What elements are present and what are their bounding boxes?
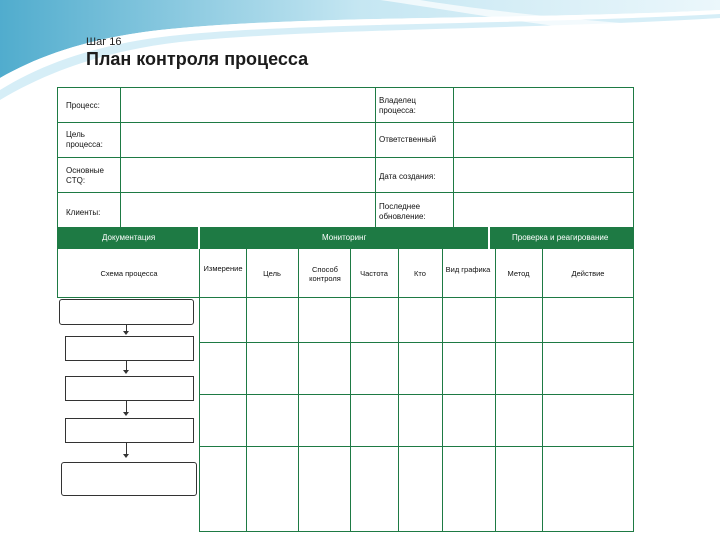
arrow-down-icon bbox=[123, 412, 129, 416]
flow-start-box bbox=[59, 299, 194, 325]
flow-step-box bbox=[65, 336, 194, 361]
goal-label: Цель процесса: bbox=[66, 130, 103, 149]
section-monitoring: Мониторинг bbox=[322, 233, 367, 242]
clients-field[interactable] bbox=[121, 193, 375, 227]
col-who: Кто bbox=[414, 269, 426, 278]
arrow-down-icon bbox=[123, 331, 129, 335]
arrow-down-icon bbox=[123, 370, 129, 374]
col-goal: Цель bbox=[263, 269, 281, 278]
section-documentation: Документация bbox=[102, 233, 156, 242]
arrow-down-icon bbox=[123, 454, 129, 458]
flow-step-box bbox=[65, 418, 194, 443]
section-check: Проверка и реагирование bbox=[512, 233, 609, 242]
col-scheme: Схема процесса bbox=[100, 269, 158, 278]
col-frequency: Частота bbox=[360, 269, 388, 278]
col-action: Действие bbox=[571, 269, 605, 278]
col-method: Метод bbox=[507, 269, 530, 278]
col-method-control: Способ контроля bbox=[309, 265, 341, 283]
goal-field[interactable] bbox=[121, 123, 375, 157]
ctq-field[interactable] bbox=[121, 158, 375, 192]
step-label: Шаг 16 bbox=[86, 36, 122, 48]
page-title: План контроля процесса bbox=[86, 49, 309, 69]
flow-end-box bbox=[61, 462, 197, 496]
created-label: Дата создания: bbox=[379, 172, 436, 181]
flow-step-box bbox=[65, 376, 194, 401]
col-measure: Измерение bbox=[203, 264, 243, 273]
process-field[interactable] bbox=[121, 88, 375, 122]
updated-label: Последнее обновление: bbox=[379, 202, 426, 221]
col-chart-type: Вид графика bbox=[445, 265, 491, 274]
process-label: Процесс: bbox=[66, 101, 100, 110]
ctq-label: Основные CTQ: bbox=[66, 166, 104, 185]
responsible-label: Ответственный bbox=[379, 135, 437, 144]
clients-label: Клиенты: bbox=[66, 208, 101, 217]
owner-label: Владелец процесса: bbox=[379, 96, 417, 115]
